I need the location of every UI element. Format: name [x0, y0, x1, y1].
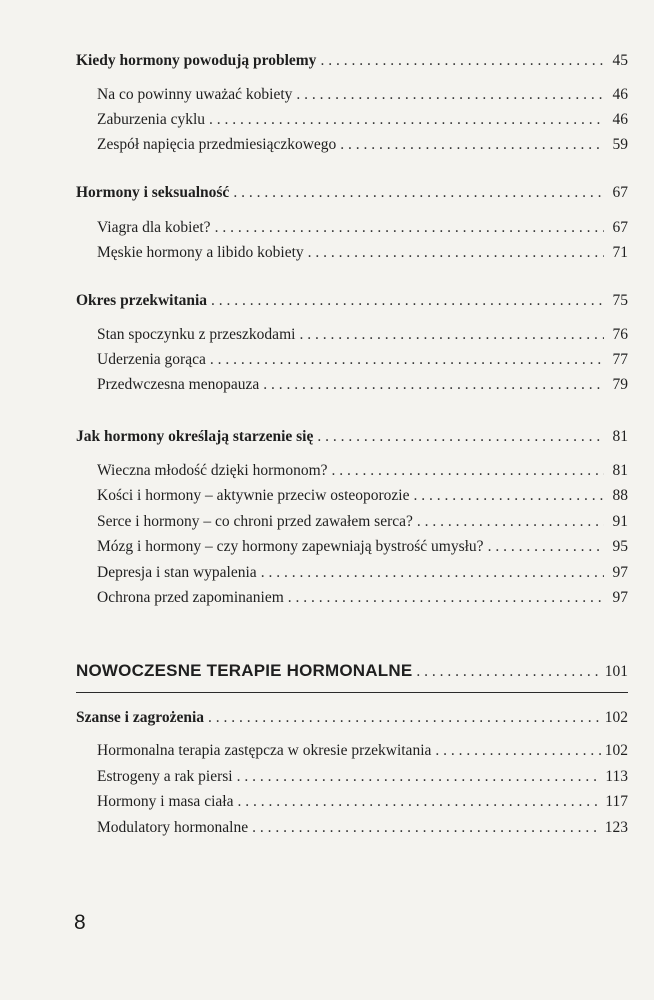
entry-page-number: 67 — [612, 184, 628, 201]
entry-title: Viagra dla kobiet? — [97, 219, 211, 236]
dot-leader — [261, 560, 604, 586]
dot-leader — [288, 585, 604, 611]
dot-leader — [211, 288, 604, 314]
entry-page-number: 113 — [605, 768, 628, 785]
dot-leader — [414, 483, 605, 509]
entry-title: Modulatory hormonalne — [97, 819, 249, 836]
entry-page-number: 102 — [604, 742, 628, 759]
toc-entry-section — [97, 509, 628, 535]
entry-title: Hormony i masa ciała — [97, 793, 234, 810]
toc-entry-chapter — [76, 48, 628, 74]
dot-leader — [417, 509, 604, 535]
entry-page-number: 46 — [612, 86, 628, 103]
entry-title: Depresja i stan wypalenia — [97, 564, 257, 581]
dot-leader — [416, 659, 600, 685]
dot-leader — [237, 789, 601, 815]
dot-leader — [208, 705, 601, 731]
toc-entry-section — [97, 585, 628, 611]
entry-title: Ochrona przed zapominaniem — [97, 589, 284, 606]
toc-entry-section — [97, 347, 628, 373]
toc-entry-chapter — [76, 705, 628, 731]
entry-title: Kości i hormony – aktywnie przeciw osteoporozie — [97, 487, 410, 504]
entry-page-number: 81 — [612, 462, 628, 479]
entry-title: Hormonalna terapia zastępcza w okresie przekwitania — [97, 742, 432, 759]
entry-title: Kiedy hormony powodują problemy — [76, 52, 317, 69]
entry-page-number: 59 — [612, 136, 628, 153]
toc-entry-chapter — [76, 424, 628, 450]
entry-title: Serce i hormony – co chroni przed zawałem serca? — [97, 513, 413, 530]
toc-entry-section — [97, 815, 628, 841]
dot-leader — [210, 347, 604, 373]
entry-title: Mózg i hormony – czy hormony zapewniają bystrość umysłu? — [97, 538, 484, 555]
entry-title: NOWOCZESNE TERAPIE HORMONALNE — [76, 661, 413, 680]
dot-leader — [263, 372, 604, 398]
entry-page-number: 77 — [612, 351, 628, 368]
toc-entry-section — [97, 789, 628, 815]
entry-title: Szanse i zagrożenia — [76, 709, 205, 726]
dot-leader — [296, 82, 604, 108]
toc-entry-section — [97, 132, 628, 158]
toc-entry-section — [97, 483, 628, 509]
entry-page-number: 67 — [612, 219, 628, 236]
dot-leader — [209, 107, 604, 133]
entry-page-number: 88 — [612, 487, 628, 504]
entry-page-number: 102 — [604, 709, 628, 726]
dot-leader — [488, 534, 604, 560]
toc-entry-section — [97, 534, 628, 560]
dot-leader — [435, 738, 600, 764]
toc-entry-chapter — [76, 288, 628, 314]
toc-entry-section — [97, 322, 628, 348]
entry-title: Męskie hormony a libido kobiety — [97, 244, 304, 261]
part-divider-rule — [76, 692, 628, 693]
toc-entry-section — [97, 458, 628, 484]
entry-page-number: 117 — [605, 793, 628, 810]
entry-title: Przedwczesna menopauza — [97, 376, 260, 393]
entry-page-number: 46 — [612, 111, 628, 128]
entry-title: Zespół napięcia przedmiesiączkowego — [97, 136, 337, 153]
dot-leader — [317, 424, 604, 450]
entry-page-number: 45 — [612, 52, 628, 69]
entry-page-number: 75 — [612, 292, 628, 309]
entry-page-number: 97 — [612, 564, 628, 581]
page-folio-number: 8 — [74, 911, 86, 934]
entry-title: Na co powinny uważać kobiety — [97, 86, 293, 103]
entry-title: Hormony i seksualność — [76, 184, 230, 201]
entry-page-number: 101 — [604, 663, 628, 680]
dot-leader — [299, 322, 604, 348]
dot-leader — [340, 132, 604, 158]
dot-leader — [237, 764, 602, 790]
entry-title: Wieczna młodość dzięki hormonom? — [97, 462, 328, 479]
toc-entry-section — [97, 560, 628, 586]
toc-entry-section — [97, 372, 628, 398]
dot-leader — [233, 180, 604, 206]
entry-title: Jak hormony określają starzenie się — [76, 428, 314, 445]
dot-leader — [252, 815, 601, 841]
toc-entry-section — [97, 82, 628, 108]
entry-title: Stan spoczynku z przeszkodami — [97, 326, 296, 343]
entry-page-number: 91 — [612, 513, 628, 530]
dot-leader — [308, 240, 604, 266]
entry-page-number: 123 — [604, 819, 628, 836]
entry-title: Zaburzenia cyklu — [97, 111, 206, 128]
entry-page-number: 71 — [612, 244, 628, 261]
dot-leader — [332, 458, 604, 484]
entry-page-number: 95 — [612, 538, 628, 555]
entry-page-number: 81 — [612, 428, 628, 445]
toc-entry-section — [97, 107, 628, 133]
toc-entry-section — [97, 764, 628, 790]
dot-leader — [215, 215, 604, 241]
entry-page-number: 79 — [612, 376, 628, 393]
dot-leader — [320, 48, 604, 74]
entry-page-number: 97 — [612, 589, 628, 606]
entry-title: Uderzenia gorąca — [97, 351, 206, 368]
toc-entry-part — [76, 658, 628, 684]
entry-page-number: 76 — [612, 326, 628, 343]
entry-title: Okres przekwitania — [76, 292, 208, 309]
entry-title: Estrogeny a rak piersi — [97, 768, 233, 785]
toc-entry-section — [97, 240, 628, 266]
toc-entry-chapter — [76, 180, 628, 206]
toc-entry-section — [97, 215, 628, 241]
toc-entry-section — [97, 738, 628, 764]
